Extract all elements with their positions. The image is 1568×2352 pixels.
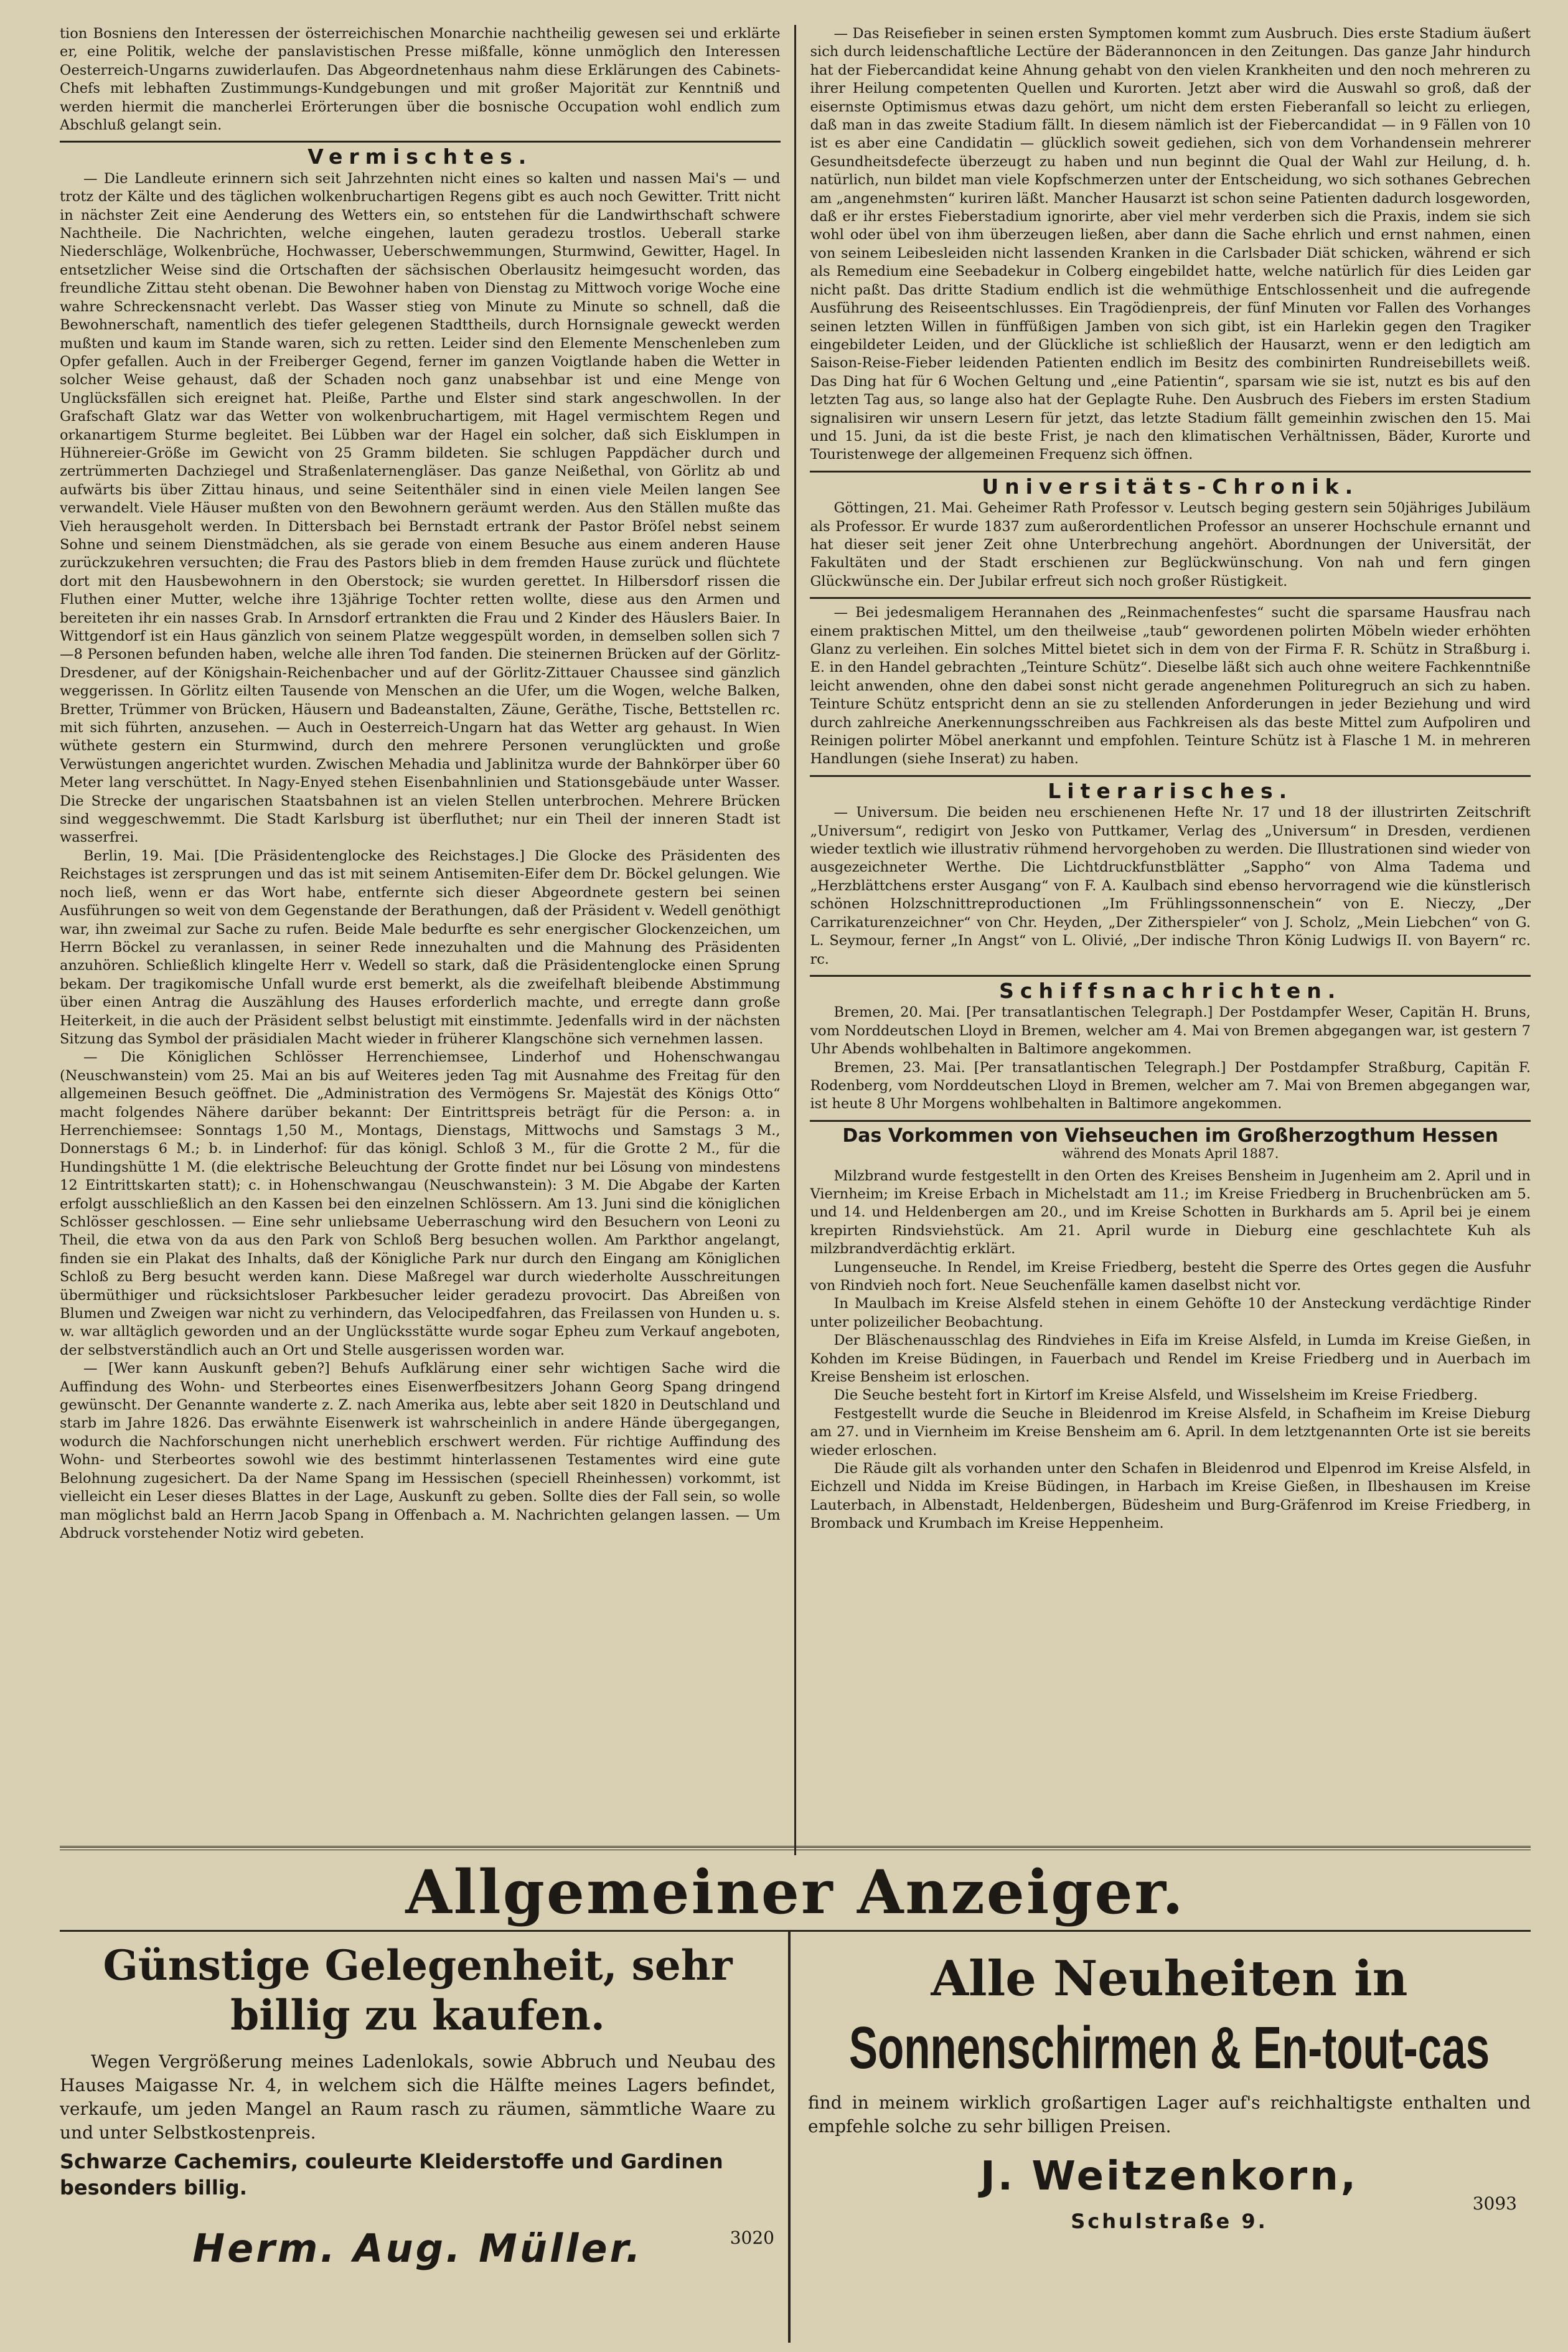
spang-inquiry-article: — [Wer kann Auskunft geben?] Behufs Aufklärung einer sehr wichtigen Sache wird die Auffindung des Wohn- und Sterbeortes eines Eisenwerfbesitzers Johann Georg Spang dringend gewünscht. Der Genannte wanderte z. Z. nach Amerika aus, lebte aber seit 1820 in Deutschland und starb im Jahre 1826. Das erwähnte Eisenwerk ist wahrscheinlich in andere Hände übergegangen, wodurch die Nachforschungen nicht unerheblich erschwert werden. Für richtige Auffindung des Wohn- und Sterbeortes sowohl wie des bestimmt hinterlassenen Testamentes wird eine gute Belohnung zugesichert. Da der Name Spang im Hessischen (speciell Rheinhessen) vorkommt, ist vielleicht ein Leser dieses Blattes in der Lage, Auskunft zu geben. Sollte dies der Fall sein, so wolle man möglichst bald an Herrn Jacob Spang in Offenbach a. M. Nachrichten gelangen lassen. — Um Abdruck vorstehender Notiz wird gebeten. [60, 1360, 781, 1541]
royal-castles-article: — Die Königlichen Schlösser Herrenchiemsee, Linderhof und Hohenschwangau (Neuschwanstein) vom 25. Mai an bis auf Weiteres jeden Tag mit Ausnahme des Freitag für den allgemeinen Besuch geöffnet. Die „Administration des Vermögens Sr. Majestät des Königs Otto“ macht folgendes Nähere darüber bekannt: Der Eintrittspreis beträgt für die Person: a. in Herrenchiemsee: Sonntags 1,50 M., Montags, Dienstags, Mittwochs und Samstags 3 M., Donnerstags 6 M.; b. in Linderhof: für das königl. Schloß 3 M., für die Grotte 2 M., für die Hundingshütte 1 M. (die elektrische Beleuchtung der Grotte findet nur bei Lösung von mindestens 12 Eintrittskarten statt); c. in Hohenschwangau (Neuschwanstein): 3 M. Die Abgabe der Karten erfolgt ausschließlich an den Kassen bei den einzelnen Schlössern. Am 13. Juni sind die königlichen Schlösser geschlossen. — Eine sehr unliebsame Ueberraschung wird den Besuchern von Leoni zu Theil, die etwa von da aus den Park von Schloß Berg besuchen wollen. Am Parkthor angelangt, finden sie ein Plakat des Inhalts, daß der Königliche Park nur durch den Eingang am Königlichen Schloß zu Berg besucht werden kann. Diese Maßregel war durch wiederholte Ausschreitungen übermüthiger und rücksichtsloser Parkbesucher leider geradezu provocirt. Das Abreißen von Blumen und Zweigen war nicht zu verhindern, das Velocipedfahren, das Freilassen von Hunden u. s. w. war alltäglich geworden und an der Unglücksstätte wurde sogar Epheu zum Verkauf angeboten, der selbstverständlich auch an Ort und Stelle ausgerissen worden war. [60, 1049, 781, 1358]
reichstag-bell-article: Berlin, 19. Mai. [Die Präsidentenglocke des Reichstages.] Die Glocke des Präsidenten des Reichstages ist zersprungen und das ist mit seinem Antisemiten-Eifer dem Dr. Böckel gelungen. Wie noch ließ, wenn er das Wort habe, entfernte sich dieser Abgeordnete gestern bei seinen Ausführungen so weit von dem Gegenstande der Berathungen, daß der Präsident v. Wedell genöthigt war, ihn zweimal zur Sache zu rufen. Beide Male bedurfte es sehr energischer Glockenzeichen, um Herrn Böckel zu veranlassen, in seiner Rede innezuhalten und die Mahnung des Präsidenten anzuhören. Schließlich klingelte Herr v. Wedell so stark, daß die Präsidentenglocke einen Sprung bekam. Der tragikomische Unfall wurde erst bemerkt, als die zweifelhaft bleibende Abstimmung über einen Antrag die Auszählung des Hauses erforderlich machte, und erregte dann große Heiterkeit, in die auch der Präsident selbst belustigt mit einstimmte. Jedenfalls wird in der nächsten Sitzung das Symbol der präsidialen Macht wieder in früherer Klangschöne sich vernehmen lassen. [60, 847, 781, 1047]
livestock-disease-subheading: während des Monats April 1887. [1062, 1146, 1279, 1162]
blister-rash-paragraph: Der Bläschenausschlag des Rindviehes in Eifa im Kreise Alsfeld, in Lumda im Kreise Gießen, in Kohden im Kreise Büdingen, in Fauerbach und Rendel im Kreise Friedberg und in Auerbach im Kreise Bensheim ist erloschen. [810, 1332, 1531, 1386]
mange-paragraph: Die Räude gilt als vorhanden unter den Schafen in Bleidenrod und Elpenrod im Kreise Alsfeld, in Eichzell und Nidda im Kreise Büdingen, in Harbach im Kreise Gießen, in Ilbeshausen im Kreise Lauterbach, in Albenstadt, Heldenbergen, Büdesheim und Burg-Gräfenrod im Kreise Friedberg, in Bromback und Krumbach im Kreise Heppenheim. [810, 1461, 1531, 1532]
left-column [60, 25, 781, 1855]
weitzenkorn-ad-address: Schulstraße 9. [1071, 2209, 1268, 2233]
section-divider [810, 975, 1531, 977]
travel-fever-article: — Das Reisefieber in seinen ersten Symptomen kommt zum Ausbruch. Dies erste Stadium äußert sich durch leidenschaftliche Lectüre der Bäderannoncen in den Zeitungen. Das ganze Jahr hindurch hat der Fiebercandidat keine Ahnung gehabt von den vielen Krankheiten und den noch mehreren zu ihrer Heilung competenten Quellen und Kurorten. Jetzt aber wird die Auswahl so groß, daß der eisernste Optimismus etwas dazu gehört, um nicht dem ersten Fieberanfall so leicht zu erliegen, daß man in das zweite Stadium fällt. In diesem nämlich ist der Fiebercandidat — in 9 Fällen von 10 ist es aber eine Candidatin — glücklich soweit gediehen, sich von dem Vorhandensein mehrerer Gesundheitsdefecte überzeugt zu haben und nun beginnt die Qual der Wahl zur Heilung, d. h. natürlich, nun bildet man viele Kopfschmerzen unter der Entscheidung, wo sich sothanes Gebrechen am „angenehmsten“ kuriren läßt. Mancher Hausarzt ist schon seine Patienten dadurch losgeworden, daß er ihr erstes Fieberstadium ignorirte, aber viel mehr verderben sich die Praxis, indem sie sich wohl oder übel von ihm überzeugen ließen, aber dann die Sache ehrlich und ernst nahmen, einen von seinem Leibesleiden nicht lassenden Kranken in die Carlsbader Diät schicken, während er sich als Remedium eine Seebadekur in Colberg eingebildet hatte, welche natürlich für dies Leiden gar nicht paßt. Das dritte Stadium endlich ist die wehmüthige Entschlossenheit und die aufregende Ausführung des Reiseentschlusses. Ein Tragödienpreis, der fünf Minuten vor Fallen des Vorhanges seinen letzten Willen in fünffüßigen Jamben von sich gibt, ist ein Harlekin gegen den Tragiker eingebildeter Leiden, und der Glückliche ist schließlich der Hausarzt, wenn er den ledigtich am Saison-Reise-Fieber leidenden Patienten endlich im Besitz des combinirten Rundreisebillets weiß. Das Ding hat für 6 Wochen Geltung und „eine Patientin“, sparsam wie sie ist, nutzt es bis auf den letzten Tag aus, so lange also hat der Geplagte Ruhe. Den Ausbruch des Fiebers im ersten Stadium signalisiren wir unsern Lesern für jetzt, das letzte Stadium fällt gemeinhin zwischen den 15. Mai und 15. Juni, da ist die beste Frist, je nach den klimatischen Verhältnissen, Bäder, Kurorte und Touristenwege der allgemeinen Frequenz sich öffnen. [810, 26, 1531, 463]
anzeiger-heading: Allgemeiner Anzeiger. [405, 1857, 1185, 1927]
advertisement-section [60, 1840, 1531, 2350]
teinture-article: — Bei jedesmaligem Herannahen des „Reinmachenfestes“ sucht die sparsame Hausfrau nach einem praktischen Mittel, um den theilweise „taub“ gewordenen polirten Möbeln wieder erhöhten Glanz zu verleihen. Ein solches Mittel bietet sich in dem von der Firma F. R. Schütz in Straßburg i. E. in den Handel gebrachten „Teinture Schütz“. Dieselbe läßt sich auch ohne weitere Fachkenntniße leicht anwenden, ohne den dabei sonst nicht gerade angenehmen Polituregruch an sich zu haben. Teinture Schütz entspricht denn an sie zu stellenden Anforderungen in jeder Beziehung und wird durch zahlreiche Anerkennungsschreiben aus Fachkreisen als das beste Mittel zum Aufpoliren und Reinigen polirter Möbel anerkannt und empfohlen. Teinture Schütz ist à Flasche 1 M. in mehreren Handlungen (siehe Inserat) zu haben. [810, 604, 1531, 768]
section-divider [810, 471, 1531, 473]
mueller-ad-heading: Günstige Gelegenheit, sehr billig zu kaufen. [103, 1941, 733, 2039]
mueller-ad-number: 3020 [730, 2227, 774, 2248]
maulbach-paragraph: In Maulbach im Kreise Alsfeld stehen in einem Gehöfte 10 der Ansteckung verdächtige Rinder unter polizeilicher Beobachtung. [810, 1296, 1531, 1330]
disease-continues-paragraph: Die Seuche besteht fort in Kirtorf im Kreise Alsfeld, und Wisselsheim im Kreise Friedberg. [833, 1387, 1478, 1404]
vermischtes-heading: Vermischtes. [307, 144, 533, 169]
right-column [810, 25, 1531, 1855]
goettingen-article: Göttingen, 21. Mai. Geheimer Rath Professor v. Leutsch beging gestern sein 50jähriges Jubiläum als Professor. Er wurde 1837 zum außerordentlichen Professor an unserer Hochschule ernannt und hat dieser seit jener Zeit ohne Unterbrechung angehört. Abordnungen der Universität, der Fakultäten und der Stadt erschienen zur Beglückwünschung. Von nah und fern gingen Glückwünsche ein. Der Jubilar erfreut sich noch großer Rüstigkeit. [810, 500, 1531, 590]
bosnia-article-end: tion Bosniens den Interessen der österreichischen Monarchie nachtheilig gewesen sei und erklärte er, eine Politik, welche der panslavistischen Presse mißfalle, könne unmöglich den Interessen Oesterreich-Ungarns zuwiderlaufen. Das Abgeordnetenhaus nahm diese Erklärungen des Cabinets-Chefs mit lebhaften Zustimmungs-Kundgebungen und mit großer Majorität zur Kenntniß und werden hiermit die mancherlei Erörterungen über die bosnische Occupation wohl endlich zum Abschluß gelangt sein. [60, 26, 781, 134]
column-divider [794, 25, 797, 1855]
section-divider [60, 141, 781, 143]
bremen-weser-article: Bremen, 20. Mai. [Per transatlantischen Telegraph.] Der Postdampfer Weser, Capitän H. Bruns, vom Norddeutschen Lloyd in Bremen, welcher am 4. Mai von Bremen abgegangen war, ist gestern 7 Uhr Abends wohlbehalten in Baltimore angekommen. [810, 1004, 1531, 1058]
university-heading: Universitäts-Chronik. [982, 474, 1359, 499]
mueller-ad-signature: Herm. Aug. Müller. [192, 2226, 643, 2271]
weitzenkorn-ad-body: find in meinem wirklich großartigen Lager auf's reichhaltigste enthalten und empfehle solche zu sehr billigen Preisen. [808, 2092, 1531, 2137]
weitzenkorn-ad-product: Sonnenschirmen & En-tout-cas [848, 2015, 1490, 2081]
weitzenkorn-ad-number: 3093 [1472, 2193, 1517, 2214]
livestock-disease-heading: Das Vorkommen von Viehseuchen im Großherzogthum Hessen [842, 1124, 1499, 1147]
weitzenkorn-ad-heading: Alle Neuheiten in [931, 1950, 1408, 2007]
universum-article: — Universum. Die beiden neu erschienenen Hefte Nr. 17 und 18 der illustrirten Zeitschrift „Universum“, redigirt von Jesko von Puttkamer, Verlag des „Universum“ in Dresden, verdienen wieder textlich wie illustrativ rühmend hervorgehoben zu werden. Die Illustrationen sind wieder von ausgezeichneter Werthe. Die Lichtdruckfunstblätter „Sappho“ von Alma Tadema und „Herzblättchens erster Ausgang“ von F. A. Kaulbach sind ebenso hervorragend wie die künstlerisch schönen Holzschnittreproductionen „Im Frühlingssonnenschein“ von E. Nieczy, „Der Carrikaturenzeichner“ von Chr. Heyden, „Der Zitherspieler“ von J. Scholz, „Mein Liebchen“ von G. L. Seymour, ferner „In Angst“ von L. Olivié, „Der indische Thron König Ludwigs II. von Bayern“ rc. rc. [810, 804, 1531, 967]
section-divider [810, 1120, 1531, 1122]
anthrax-paragraph: Milzbrand wurde festgestellt in den Orten des Kreises Bensheim in Jugenheim am 2. April und in Viernheim; im Kreise Erbach in Michelstadt am 11.; im Kreise Friedberg in Bruchenbrücken am 5. und 14. und Heldenbergen am 20., und im Kreise Schotten in Burkhards am 5. April bei je einem krepirten Rindsviehstück. Am 21. April wurde in Dieburg eine geschlachtete Kuh als milzbrandverdächtig erklärt. [810, 1167, 1531, 1258]
advertisement-row [60, 1930, 1531, 2343]
mueller-ad-note: Schwarze Cachemirs, couleurte Kleiderstoffe und Gardinen besonders billig. [60, 2150, 723, 2199]
section-divider [810, 597, 1531, 599]
literary-heading: Literarisches. [1048, 778, 1293, 803]
shipping-heading: Schiffsnachrichten. [999, 978, 1342, 1003]
weitzenkorn-advertisement [788, 1932, 1531, 2343]
bremen-strassburg-article: Bremen, 23. Mai. [Per transatlantischen Telegraph.] Der Postdampfer Straßburg, Capitän F. Rodenberg, vom Norddeutschen Lloyd in Bremen, welcher am 7. Mai von Bremen abgegangen war, ist heute 8 Uhr Morgens wohlbehalten in Baltimore angekommen. [810, 1059, 1531, 1112]
mueller-ad-body: Wegen Vergrößerung meines Ladenlokals, sowie Abbruch und Neubau des Hauses Maigasse Nr. 4, in welchem sich die Hälfte meines Lagers befindet, verkaufe, um jeden Mangel an Raum rasch zu räumen, sämmtliche Waare zu und unter Selbstkostenpreis. [60, 2051, 776, 2143]
disease-detected-paragraph: Festgestellt wurde die Seuche in Bleidenrod im Kreise Alsfeld, in Schafheim im Kreise Dieburg am 27. und in Viernheim im Kreise Bensheim am 6. April. In dem letztgenannten Orte ist sie bereits wieder erloschen. [810, 1405, 1531, 1459]
weitzenkorn-ad-signature: J. Weitzenkorn, [980, 2153, 1359, 2199]
article-area [60, 25, 1531, 1855]
lung-disease-paragraph: Lungenseuche. In Rendel, im Kreise Friedberg, besteht die Sperre des Ortes gegen die Ausfuhr von Rindvieh noch fort. Neue Seuchenfälle kamen daselbst nicht vor. [810, 1259, 1531, 1294]
mueller-advertisement [60, 1932, 788, 2343]
section-divider [60, 1846, 1531, 1850]
weather-article: — Die Landleute erinnern sich seit Jahrzehnten nicht eines so kalten und nassen Mai's — und trotz der Kälte und des täglichen wolkenbruchartigen Regens gibt es auch noch Gewitter. Tritt nicht in nächster Zeit eine Aenderung des Wetters ein, so entstehen für die Landwirthschaft schwere Nachtheile. Die Nachrichten, welche eingehen, lauten geradezu trostlos. Ueberall starke Niederschläge, Wolkenbrüche, Hochwasser, Ueberschwemmungen, Sturmwind, Gewitter, Hagel. In entsetzlicher Weise sind die Ortschaften der sächsischen Oberlausitz heimgesucht worden, das freundliche Zittau steht obenan. Die Bewohner haben von Dienstag zu Mittwoch vorige Woche eine wahre Schreckensnacht verlebt. Das Wasser stieg von Minute zu Minute so schnell, daß die Bewohnerschaft, namentlich des tiefer gelegenen Stadttheils, durch Hornsignale geweckt werden mußten und kaum im Stande waren, sich zu retten. Leider sind den Elemente Menschenleben zum Opfer gefallen. Auch in der Freiberger Gegend, ferner im ganzen Voigtlande haben die Wetter in solcher Weise gehaust, daß der Schaden noch ganz unabsehbar ist und eine Menge von Unglücksfällen sich ereignet hat. Pleiße, Parthe und Elster sind stark angeschwollen. In der Grafschaft Glatz war das Wetter von wolkenbruchartigem, mit Hagel vermischtem Regen und orkanartigem Sturme begleitet. Bei Lübben war der Hagel ein solcher, daß sich Eisklumpen in Hühnereier-Größe im Gewicht von 25 Gramm bildeten. Sie schlugen Pappdächer durch und zertrümmerten Dachziegel und Straßenlaternengläser. Das ganze Neißethal, von Görlitz ab und aufwärts bis über Zittau hinaus, und seine Seitenthäler sind in einen viele Meilen langen See verwandelt. Viele Häuser mußten von den Bewohnern geräumt werden. Aus den Ställen mußte das Vieh herausgeholt werden. In Dittersbach bei Bernstadt ertrank der Pastor Bröſel nebst seinem Sohne und seinem Dienstmädchen, als sie gerade von einem Besuche aus einem anderen Hause zurückzukehren versuchten; die Frau des Pastors blieb in dem fremden Hause zurück und flüchtete dort mit den Hausbewohnern in den Oberstock; sie wurden gerettet. In Hilbersdorf rissen die Fluthen einer Mutter, welche ihre 13jährige Tochter retten wollte, diese aus den Armen und bereiteten ihr ein nasses Grab. In Arnsdorf ertrankten die Frau und 2 Kinder des Häuslers Baier. In Wittgendorf ist ein Haus gänzlich von seinem Platze weggespült worden, in demselben sollen sich 7—8 Personen befunden haben, welche alle ihren Tod fanden. Die steinernen Brücken auf der Görlitz-Dresdener, auf der Königshain-Reichenbacher und auf der Görlitz-Zittauer Chaussee sind gänzlich weggerissen. In Görlitz eilten Tausende von Menschen an die Ufer, um die Wogen, welche Balken, Bretter, Trümmer von Brücken, Häusern und Badeanstalten, Zäune, Geräthe, Tische, Bettstellen rc. mit sich führten, anzusehen. — Auch in Oesterreich-Ungarn hat das Wetter arg gehaust. In Wien wüthete gestern ein Sturmwind, durch den mehrere Personen verunglückten und große Verwüstungen angerichtet wurden. Zwischen Mehadia und Jablinitza wurde der Bahnkörper über 60 Meter lang verschüttet. In Nagy-Enyed stehen Eisenbahnlinien und Stationsgebäude unter Wasser. Die Strecke der ungarischen Staatsbahnen ist an vielen Stellen unterbrochen. Mehrere Brücken sind weggeschwemmt. Die Stadt Karlsburg ist überfluthet; nur ein Theil der inneren Stadt ist wasserfrei. [60, 170, 781, 846]
section-divider [810, 775, 1531, 777]
